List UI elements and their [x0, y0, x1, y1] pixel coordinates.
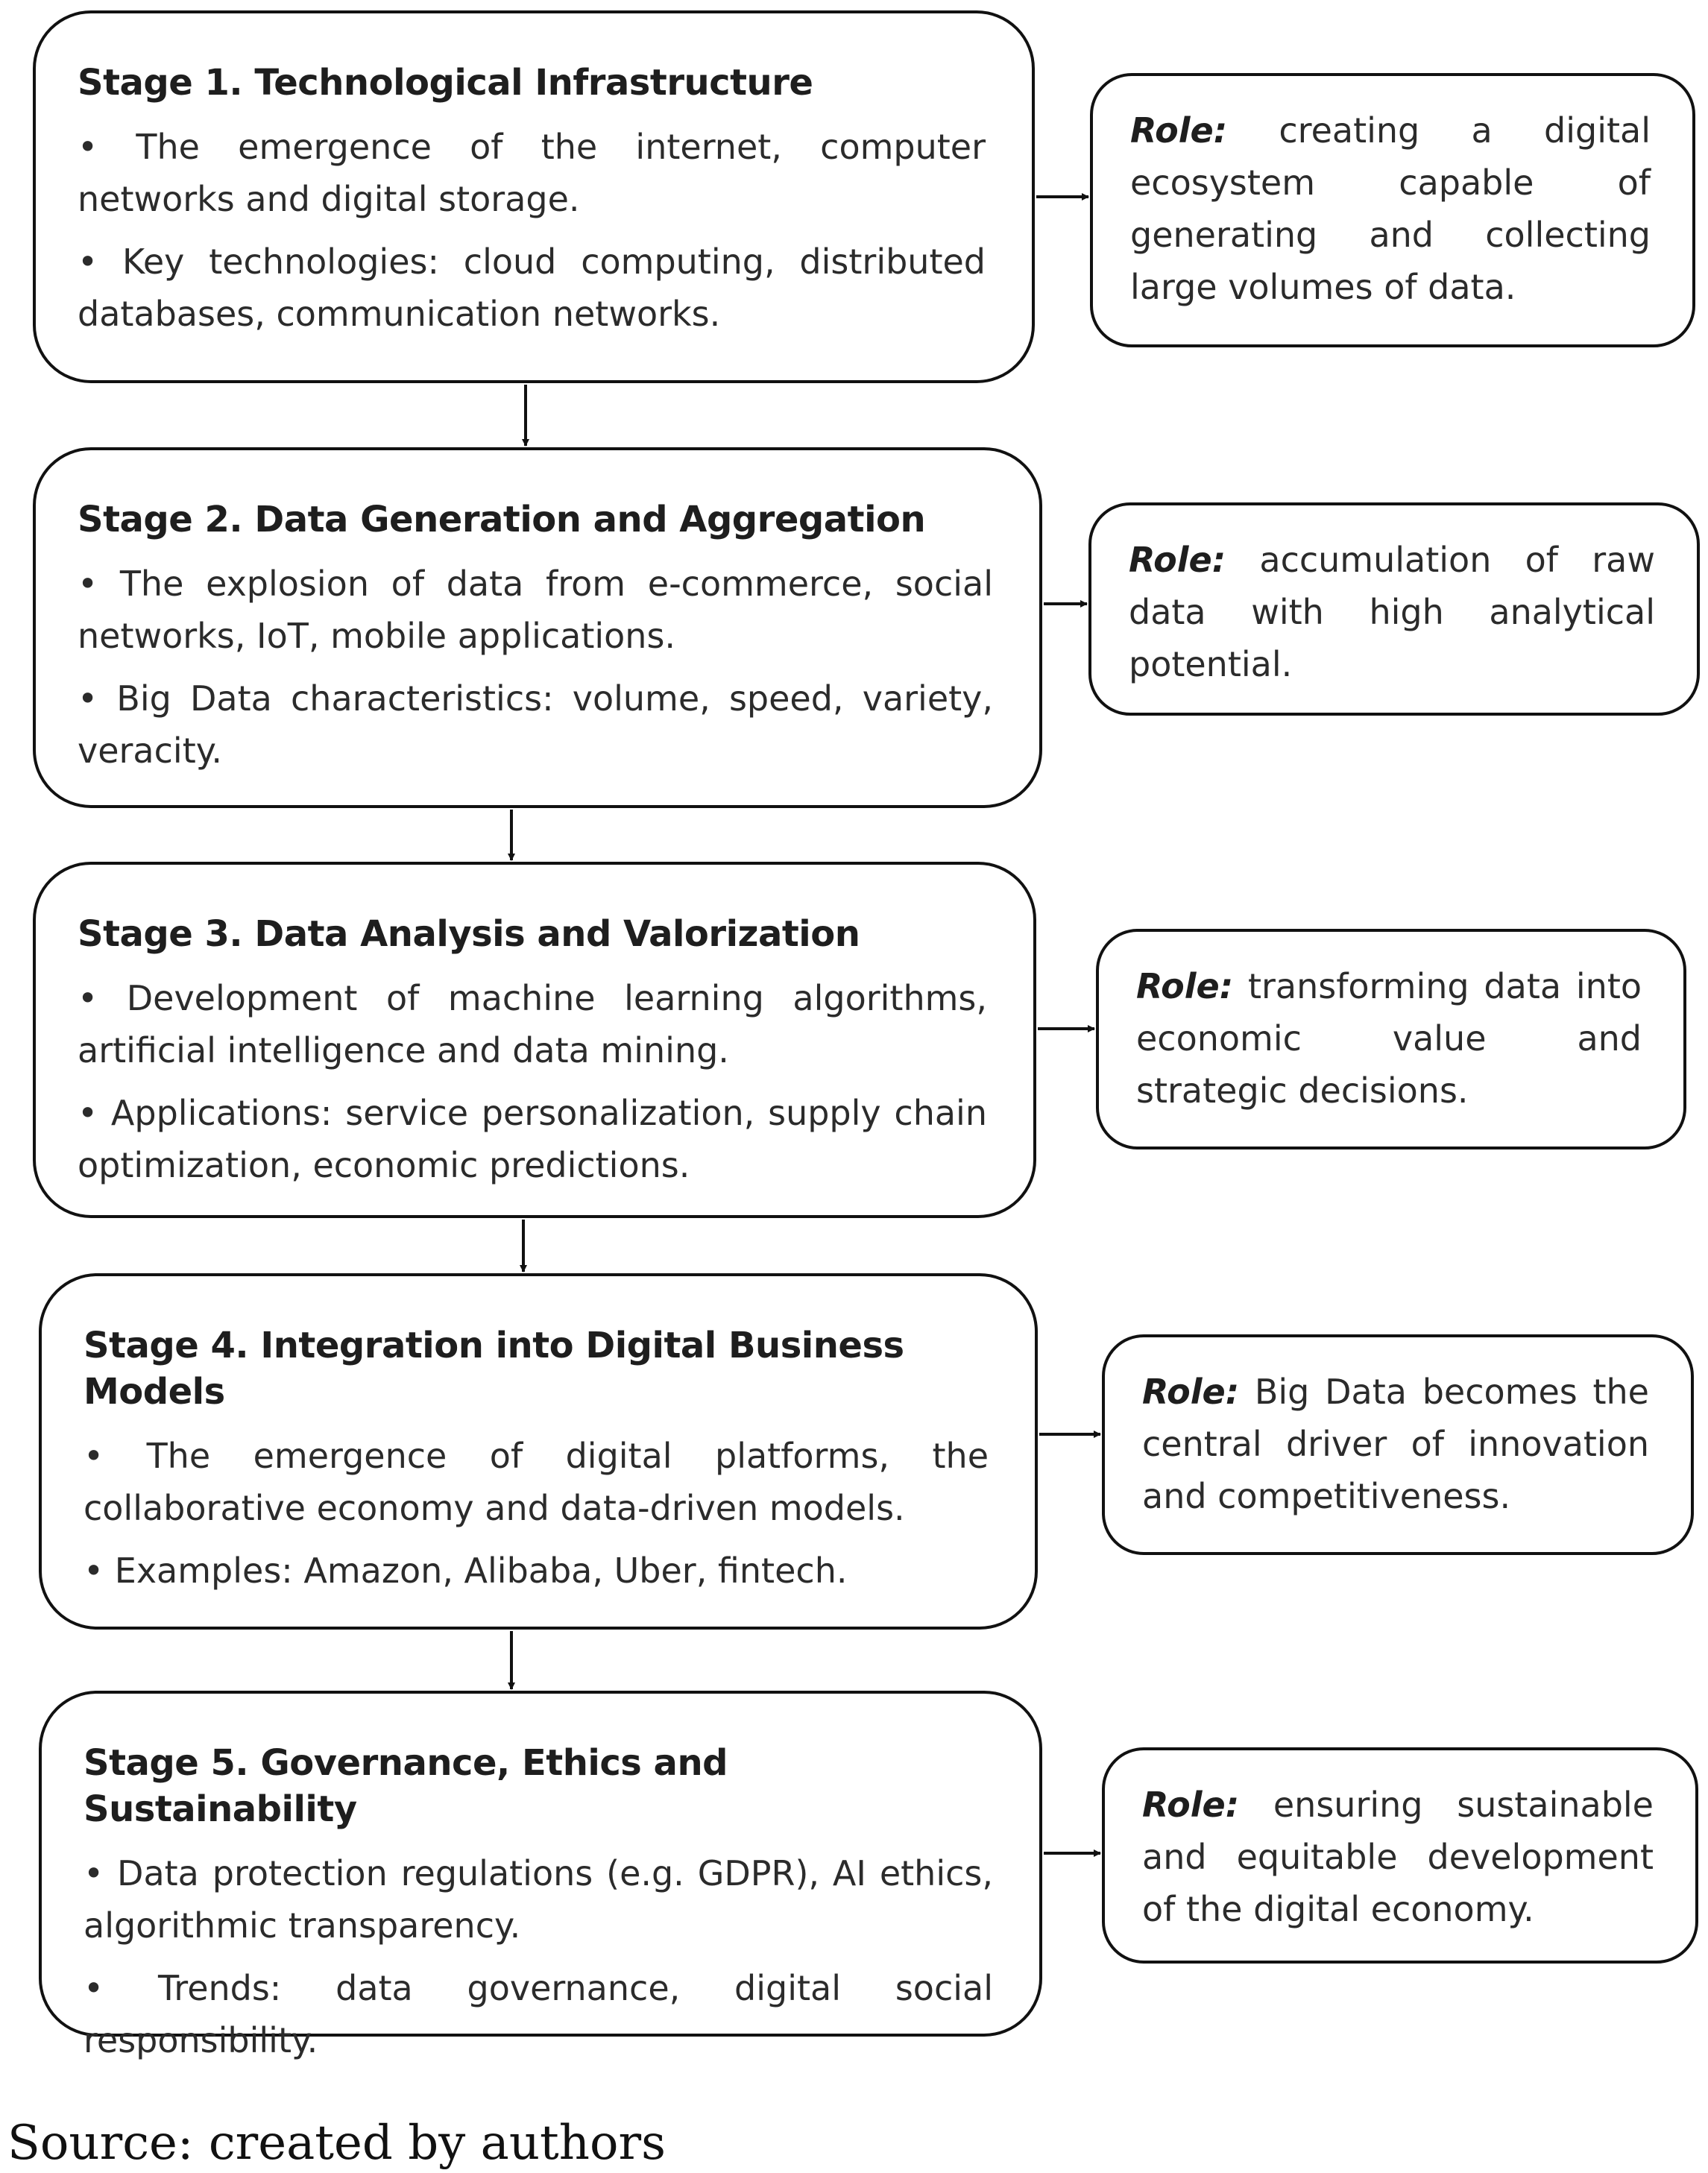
role-description: transforming data into economic value and strategic decisions.: [1136, 966, 1642, 1111]
role-description: creating a digital ecosystem capable of generating and collecting large volumes of data.: [1130, 110, 1651, 307]
stage-2-bullet-2: • Big Data characteristics: volume, speed, variety, veracity.: [78, 678, 993, 771]
role-description: ensuring sustainable and equitable development of the digital economy.: [1142, 1785, 1654, 1929]
stage-2-bullet-1: • The explosion of data from e-commerce, social networks, IoT, mobile applications.: [78, 564, 993, 656]
role-label: Role:: [1136, 966, 1234, 1006]
stage-4-bullet-1: • The emergence of digital platforms, the collaborative economy and data-driven models.: [83, 1436, 989, 1528]
stage-1-title: Stage 1. Technological Infrastructure: [78, 62, 813, 104]
role-description: Big Data becomes the central driver of innovation and competitiveness.: [1142, 1372, 1649, 1516]
stage-3-bullet-2: • Applications: service personalization, supply chain optimization, economic predictions.: [78, 1093, 987, 1185]
stage-1-bullet-2: • Key technologies: cloud computing, distributed databases, communication networks.: [78, 242, 986, 334]
stage-5-title: Stage 5. Governance, Ethics and Sustainability: [83, 1742, 728, 1830]
role-description: accumulation of raw data with high analytical potential.: [1129, 540, 1655, 684]
stage-5-bullet-2: • Trends: data governance, digital social responsibility.: [83, 1968, 993, 2060]
stage-3-title: Stage 3. Data Analysis and Valorization: [78, 913, 860, 955]
stage-1-bullet-1: • The emergence of the internet, computer networks and digital storage.: [78, 127, 986, 219]
stage-5-bullet-1: • Data protection regulations (e.g. GDPR), AI ethics, algorithmic transparency.: [83, 1853, 993, 1946]
stage-4-title: Stage 4. Integration into Digital Business Models: [83, 1325, 904, 1413]
role-label: Role:: [1130, 110, 1228, 151]
stage-4-bullet-2: • Examples: Amazon, Alibaba, Uber, fintech.: [83, 1551, 848, 1591]
stage-2-title: Stage 2. Data Generation and Aggregation: [78, 499, 926, 540]
role-label: Role:: [1129, 540, 1226, 580]
role-label: Role:: [1142, 1372, 1240, 1412]
source-caption: Source: created by authors: [7, 2116, 666, 2171]
role-label: Role:: [1142, 1785, 1240, 1825]
stage-3-bullet-1: • Development of machine learning algorithms, artificial intelligence and data mining.: [78, 978, 987, 1070]
